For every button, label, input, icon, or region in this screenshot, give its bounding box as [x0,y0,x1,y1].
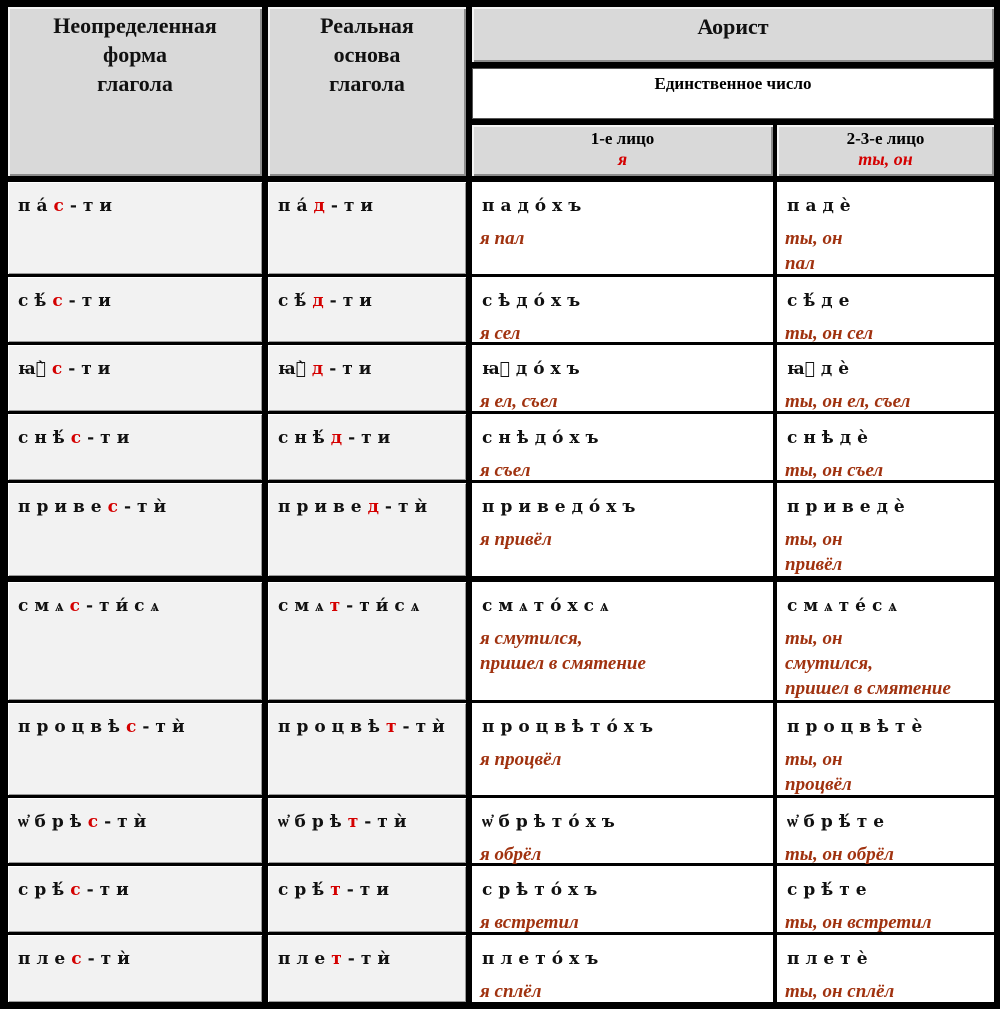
word-part: пле [278,949,332,969]
translation-line: я встретил [480,912,579,933]
table-cell [8,277,262,342]
word-ending: -тѝ [364,812,413,832]
word-ending: -тѝ [347,949,396,969]
word-part: ѡ҆брѣ [278,812,348,832]
translation-line: ты, он сплёл [785,981,895,1002]
word-part: приве [278,497,368,517]
aorist-1st-person: ꙗ҆до́хъ [482,359,586,379]
table-cell [8,182,262,274]
header-aorist [472,7,994,62]
translation-line: ты, он съел [785,460,884,481]
translation-line: я ел, съел [480,391,558,412]
translation-line: привёл [785,554,843,575]
translation-line: я процвёл [480,749,562,770]
infinitive-form [18,949,136,969]
infinitive-form [18,428,135,448]
word-ending: -ти [87,428,136,448]
translation-line: ты, он встретил [785,912,932,933]
infinitive-form [18,359,116,379]
table-cell [777,414,994,480]
word-part: снѣ́ [278,428,331,448]
stem-consonant: т [331,949,348,969]
header-infinitive-line1: Неопределенная [53,13,217,38]
word-part: снѣ́ [18,428,71,448]
table-cell [268,935,466,1002]
word-ending: -тѝ [142,717,191,737]
stem-form [278,497,433,517]
table-cell [472,798,773,863]
word-part: процвѣ [18,717,126,737]
aorist-1st-person: сѣдо́хъ [482,291,587,311]
table-cell [777,277,994,342]
table-cell [472,582,773,700]
translation-line: ты, он [785,749,843,770]
word-ending: -ти [330,196,380,216]
table-cell [472,345,773,411]
translation-line: ты, он ел, съел [785,391,911,412]
table-cell [268,483,466,576]
aorist-2-3-person: падѐ [787,196,857,216]
word-part: смѧ [278,596,330,616]
translation-line: ты, он [785,529,843,550]
word-ending: -ти [329,291,378,311]
header-infinitive [8,7,262,176]
stem-form [278,880,395,900]
table-cell [777,935,994,1002]
word-ending: -тѝ [104,812,153,832]
stem-consonant: д [367,497,385,517]
table-cell [777,345,994,411]
table-cell [472,414,773,480]
word-ending: -ти́сѧ [85,596,166,616]
header-singular-label: Единственное число [654,74,812,93]
stem-consonant: с [69,596,86,616]
translation-line: ты, он обрёл [785,844,894,865]
word-ending: -ти [348,428,397,448]
word-part: сѣ́ [18,291,53,311]
word-part: сѣ́ [278,291,313,311]
translation-line: ты, он [785,628,843,649]
stem-consonant: с [52,291,69,311]
stem-consonant: д [330,428,349,448]
translation-line: процвёл [785,774,852,795]
translation-line: я обрёл [480,844,542,865]
aorist-1st-person: срѣто́хъ [482,880,604,900]
stem-form [278,812,412,832]
table-cell [8,345,262,411]
table-cell [8,414,262,480]
table-cell [268,182,466,274]
stem-form [278,949,396,969]
translation-line: я смутился, [480,628,583,649]
aorist-2-3-person: приведѐ [787,497,911,517]
translation-line: пришел в смятение [480,653,646,674]
translation-line: я привёл [480,529,552,550]
aorist-1st-person: ѡ҆брѣто́хъ [482,812,621,832]
translation-line: я сплёл [480,981,542,1002]
stem-consonant: с [70,428,88,448]
table-cell [777,582,994,700]
table-cell [8,703,262,795]
table-cell [268,345,466,411]
aorist-1st-person: смѧто́хсѧ [482,596,615,616]
aorist-2-3-person: снѣдѐ [787,428,874,448]
table-cell [472,483,773,576]
header-infinitive-line3: глагола [97,71,173,96]
word-ending: -ти [346,880,395,900]
table-cell [268,277,466,342]
word-ending: -ти [68,291,117,311]
translation-line: пал [785,253,815,274]
table-cell [8,798,262,863]
aorist-1st-person: процвѣто́хъ [482,717,660,737]
aorist-1st-person: приведо́хъ [482,497,642,517]
word-part: ꙗ҆̀ [18,359,52,379]
header-stem-line3: глагола [329,71,405,96]
translation-line: я пал [480,228,525,249]
table-cell [777,182,994,274]
word-part: па́ [18,196,54,216]
infinitive-form [18,497,172,517]
stem-form [278,359,377,379]
stem-form [278,596,425,616]
word-part: ꙗ҆̀ [278,359,312,379]
word-ending: -тѝ [402,717,451,737]
word-part: пле [18,949,72,969]
aorist-1st-person: снѣдо́хъ [482,428,605,448]
word-part: смѧ [18,596,70,616]
infinitive-form [18,812,152,832]
word-part: привe [18,497,108,517]
aorist-2-3-person: процвѣтѐ [787,717,929,737]
table-cell [8,866,262,932]
stem-consonant: с [51,359,69,379]
aorist-2-3-person: срѣ́те [787,880,873,900]
word-ending: -тѝ [123,497,173,517]
table-cell [472,703,773,795]
word-part: процвѣ [278,717,386,737]
infinitive-form [18,880,135,900]
translation-line: смутился, [785,653,873,674]
stem-consonant: с [53,196,70,216]
header-stem [268,7,466,176]
header-person23 [777,125,994,176]
stem-consonant: д [311,359,330,379]
stem-consonant: с [87,812,105,832]
table-cell [8,935,262,1002]
aorist-2-3-person: сѣ́де [787,291,856,311]
header-person1-pronoun: я [617,149,628,169]
infinitive-form [18,596,165,616]
stem-consonant: с [70,880,87,900]
header-person23-pronoun: ты, он [858,149,913,169]
table-cell [777,866,994,932]
header-singular [472,68,994,119]
translation-line: я съел [480,460,531,481]
aorist-1st-person: плето́хъ [482,949,605,969]
header-person1-label: 1-е лицо [590,129,655,148]
word-ending: -ти [69,196,119,216]
stem-consonant: т [329,596,347,616]
table-cell [268,798,466,863]
word-ending: -ти [68,359,117,379]
table-cell [777,703,994,795]
stem-form [278,196,379,216]
table-cell [8,582,262,700]
word-part: ѡ҆брѣ [18,812,88,832]
stem-form [278,428,396,448]
table-cell [268,414,466,480]
header-stem-line1: Реальная [320,13,414,38]
infinitive-form [18,196,118,216]
aorist-2-3-person: ꙗ҆дѐ [787,359,856,379]
table-cell [8,483,262,576]
translation-line: ты, он сел [785,323,874,344]
table-cell [268,866,466,932]
header-person23-label: 2-3-е лицо [846,129,925,148]
aorist-2-3-person: смѧте́сѧ [787,596,903,616]
aorist-2-3-person: плетѐ [787,949,874,969]
translation-line: пришел в смятение [785,678,951,699]
translation-line: я сел [480,323,521,344]
stem-consonant: д [313,196,331,216]
stem-form [278,717,451,737]
word-part: срѣ́ [18,880,71,900]
word-ending: -тѝ [384,497,434,517]
aorist-2-3-person: ѡ҆брѣ́те [787,812,891,832]
word-ending: -тѝ [87,949,136,969]
infinitive-form [18,717,191,737]
translation-line: ты, он [785,228,843,249]
table-cell [777,483,994,576]
table-cell [472,277,773,342]
word-ending: -ти [86,880,135,900]
table-cell [472,182,773,274]
word-ending: -ти [329,359,378,379]
table-cell [268,703,466,795]
stem-consonant: т [386,717,403,737]
table-cell [777,798,994,863]
stem-consonant: с [107,497,124,517]
header-aorist-label: Аорист [697,14,769,39]
word-ending: -ти́сѧ [346,596,426,616]
stem-consonant: д [312,291,330,311]
header-stem-line2: основа [333,42,401,67]
header-infinitive-line2: форма [103,42,167,67]
stem-consonant: т [347,812,365,832]
word-part: срѣ́ [278,880,331,900]
aorist-1st-person: падо́хъ [482,196,588,216]
stem-consonant: с [71,949,88,969]
stem-form [278,291,378,311]
table-cell [472,866,773,932]
table-cell [268,582,466,700]
stem-consonant: с [126,717,143,737]
header-person1 [472,125,773,176]
table-cell [472,935,773,1002]
stem-consonant: т [330,880,347,900]
infinitive-form [18,291,117,311]
word-part: па́ [278,196,314,216]
